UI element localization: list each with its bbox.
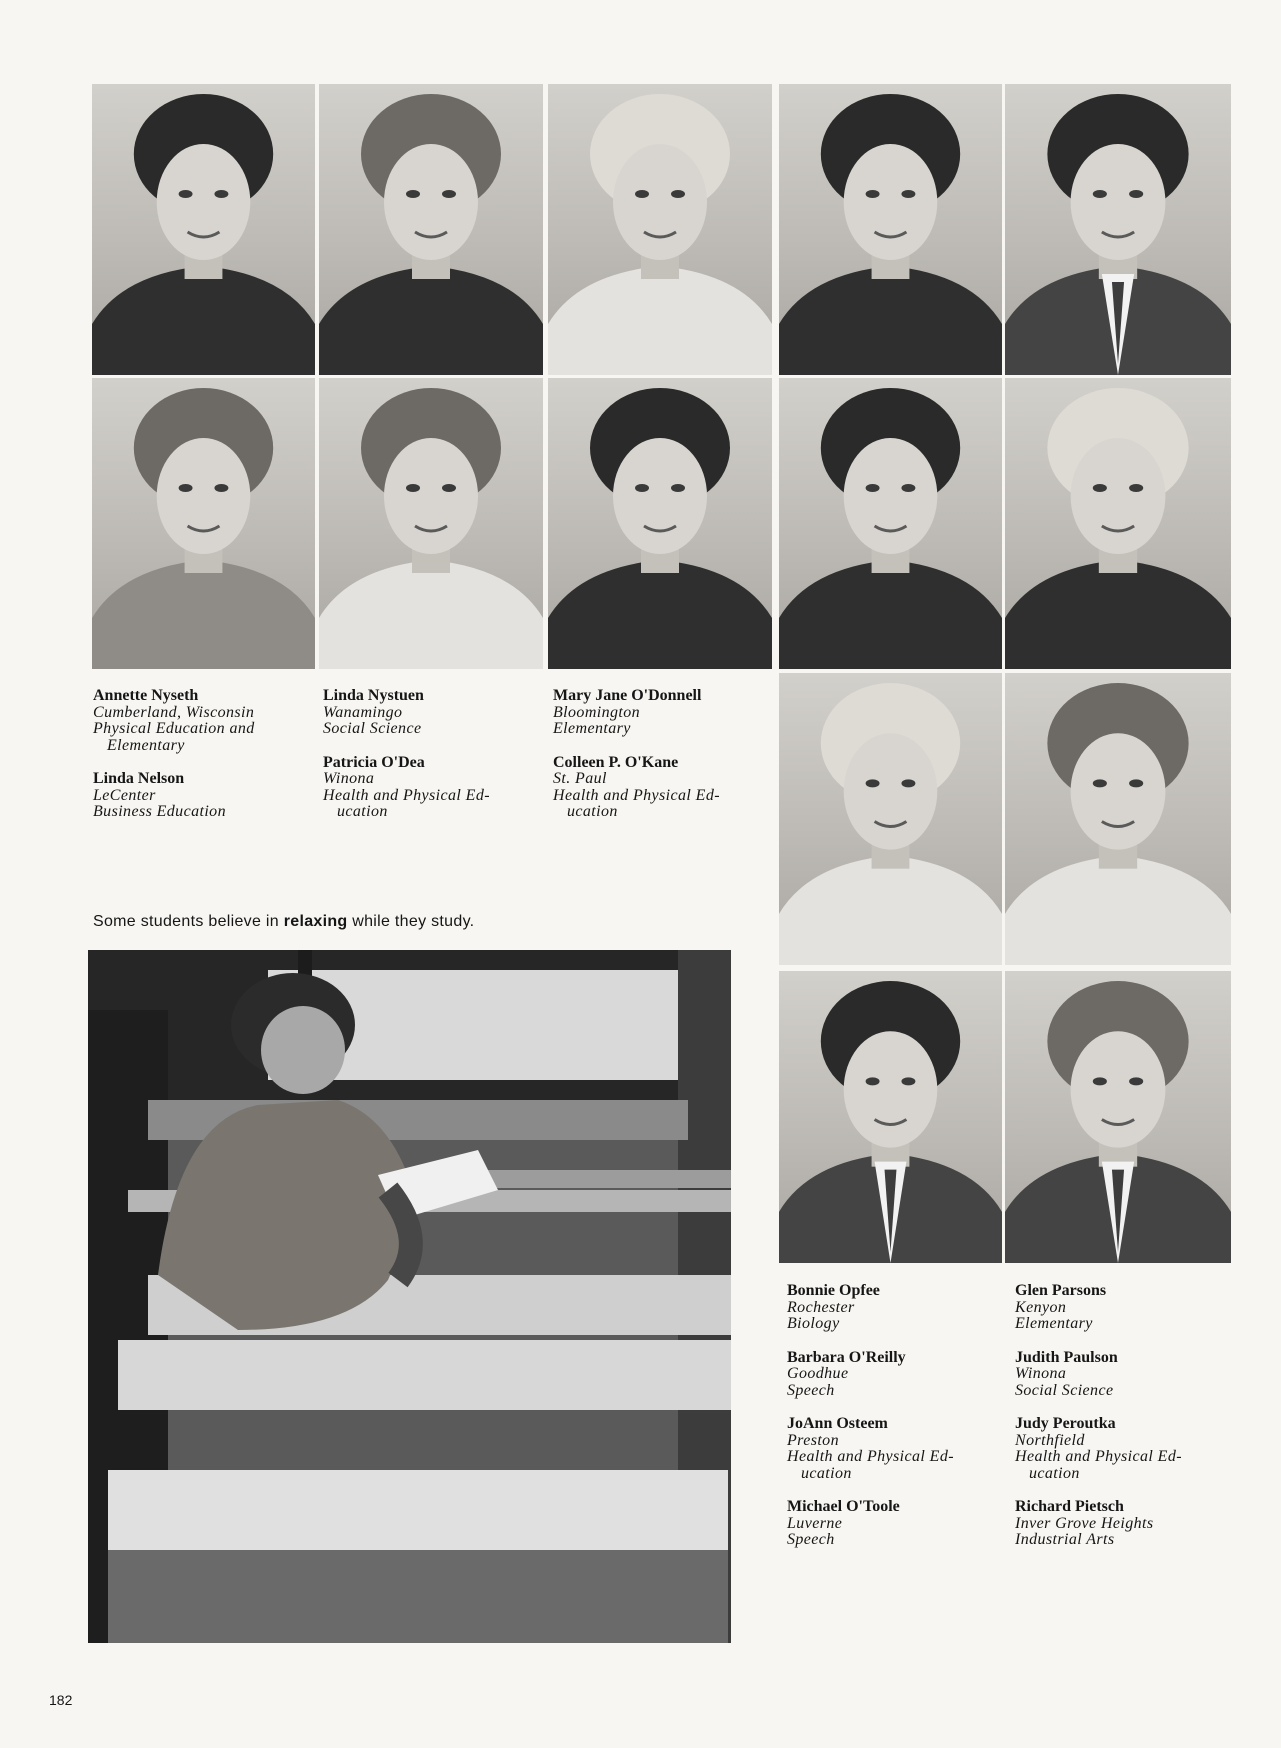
student-reading-illustration (88, 950, 731, 1643)
portrait-photo (319, 378, 543, 669)
student-major: Health and Physical Ed- (553, 786, 720, 804)
student-name: Bonnie Opfee (787, 1282, 880, 1299)
student-major: Speech (787, 1531, 835, 1548)
caption-after: while they study. (347, 913, 475, 930)
student-hometown: Goodhue (787, 1365, 849, 1382)
caption-column-4 (787, 1283, 987, 1566)
student-major: Health and Physical Ed- (1015, 1448, 1182, 1465)
student-major: Business Education (93, 803, 226, 820)
candid-study-photo (88, 950, 731, 1643)
student-hometown: Rochester (787, 1298, 855, 1316)
student-major: Industrial Arts (1015, 1531, 1115, 1548)
candid-photo-caption (93, 913, 474, 931)
student-entry (787, 1416, 987, 1482)
student-entry (787, 1499, 987, 1549)
student-hometown: Bloomington (553, 703, 641, 721)
student-major: Biology (787, 1315, 840, 1332)
caption-emphasis: relaxing (283, 913, 348, 930)
student-entry (323, 755, 528, 821)
student-entry (93, 688, 308, 754)
student-name: Richard Pietsch (1015, 1498, 1124, 1515)
student-name: Linda Nystuen (323, 687, 424, 704)
student-major: ucation (801, 1464, 852, 1482)
caption-column-3 (553, 688, 758, 838)
portrait-photo (1005, 84, 1231, 375)
student-hometown: Inver Grove Heights (1015, 1514, 1154, 1532)
student-entry (1015, 1499, 1230, 1549)
student-entry (553, 688, 758, 738)
student-major: Elementary (1015, 1315, 1093, 1332)
student-entry (553, 755, 758, 821)
student-name: Glen Parsons (1015, 1282, 1107, 1299)
portrait-photo (779, 84, 1002, 375)
portrait-photo (548, 84, 772, 375)
student-name: Michael O'Toole (787, 1498, 900, 1515)
portrait-photo (319, 84, 543, 375)
student-hometown: Kenyon (1015, 1298, 1067, 1316)
student-major: Elementary (553, 720, 631, 737)
student-entry (323, 688, 528, 738)
portrait-photo (779, 971, 1002, 1263)
student-name: Judy Peroutka (1015, 1415, 1116, 1432)
caption-column-2 (323, 688, 528, 838)
portrait-photo (1005, 673, 1231, 965)
student-entry (1015, 1283, 1230, 1333)
student-name: Patricia O'Dea (323, 753, 425, 771)
student-major: ucation (1029, 1464, 1080, 1482)
student-name: Linda Nelson (93, 770, 185, 787)
student-name: Barbara O'Reilly (787, 1348, 906, 1366)
portrait-photo (92, 84, 315, 375)
student-name: JoAnn Osteem (787, 1415, 888, 1432)
portrait-photo (548, 378, 772, 669)
student-major: Social Science (323, 720, 422, 737)
student-name: Judith Paulson (1015, 1348, 1118, 1366)
student-hometown: Luverne (787, 1514, 843, 1532)
student-entry (1015, 1416, 1230, 1482)
portrait-photo (1005, 378, 1231, 669)
caption-column-1 (93, 688, 308, 838)
student-major: Health and Physical Ed- (787, 1448, 954, 1465)
portrait-photo (779, 673, 1002, 965)
student-major: Social Science (1015, 1381, 1114, 1399)
student-major: Physical Education and (93, 720, 255, 737)
student-hometown: Winona (1015, 1365, 1067, 1382)
student-entry (93, 771, 308, 821)
caption-column-5 (1015, 1283, 1230, 1566)
portrait-photo (92, 378, 315, 669)
student-name: Annette Nyseth (93, 687, 199, 704)
page-number: 182 (49, 1692, 73, 1708)
student-major: Elementary (107, 736, 185, 754)
student-entry (1015, 1350, 1230, 1400)
student-hometown: LeCenter (93, 786, 156, 804)
portrait-photo (779, 378, 1002, 669)
student-hometown: St. Paul (553, 770, 607, 787)
student-entry (787, 1283, 987, 1333)
student-name: Colleen P. O'Kane (553, 753, 679, 771)
student-hometown: Cumberland, Wisconsin (93, 703, 255, 721)
student-entry (787, 1350, 987, 1400)
student-major: ucation (337, 803, 388, 820)
caption-before: Some students believe in (93, 913, 284, 930)
portrait-photo (1005, 971, 1231, 1263)
student-major: ucation (567, 803, 618, 820)
student-hometown: Northfield (1015, 1431, 1085, 1449)
student-hometown: Wanamingo (323, 703, 403, 721)
student-hometown: Winona (323, 770, 375, 787)
student-major: Health and Physical Ed- (323, 786, 490, 804)
student-name: Mary Jane O'Donnell (553, 687, 702, 704)
student-major: Speech (787, 1381, 835, 1399)
student-hometown: Preston (787, 1431, 839, 1449)
